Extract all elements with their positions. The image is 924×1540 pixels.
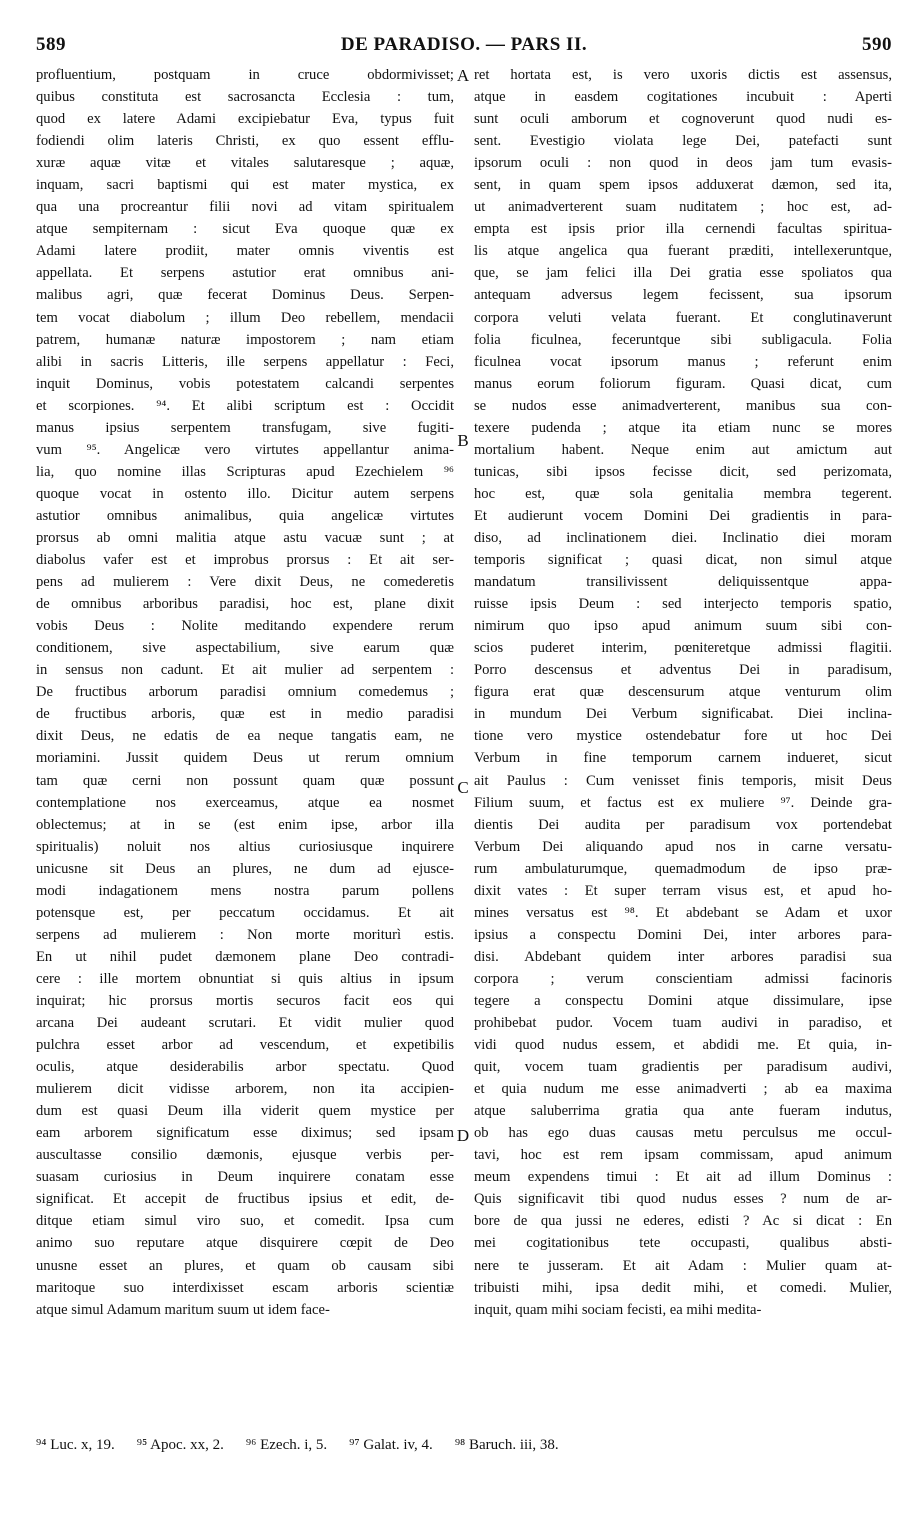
text-line: dixit Deus, ne edatis de ea neque tangatis eam, ne [36, 728, 454, 745]
text-line: spiritualis) noluit nos altius curiosiusque inquirere [36, 838, 454, 855]
text-line: moriamini. Jussit quidem Deus ut rerum omnium [36, 750, 454, 767]
text-line: ut animadverterent suam nuditatem ; hoc est, ad- [474, 199, 892, 216]
text-line: prohibebat pudor. Vocem tuam audivi in paradiso, et [474, 1015, 892, 1032]
text-line: diso, ad inclinationem diei. Inclinatio diei moram [474, 529, 892, 546]
text-line: Filium suum, et factus est ex muliere ⁹⁷. Deinde gra- [474, 794, 892, 811]
text-line: tione vero mystice ostendebatur fore ut hoc Dei [474, 728, 892, 745]
text-line: tavi, hoc est rem ipsam commissam, apud animum [474, 1147, 892, 1164]
text-line: in mundum Dei Verbum significabat. Diei inclina- [474, 706, 892, 723]
text-line: ruisse ipsis Deum : sed interjecto temporis spatio, [474, 596, 892, 613]
text-line: lia, quo nomine illas Scripturas apud Ezechielem ⁹⁶ [36, 463, 454, 480]
text-line: ipsius a conspectu Domini Dei, inter arbores para- [474, 926, 892, 943]
text-line: eam arborem significatum esse diximus; sed ipsam [36, 1125, 454, 1142]
text-line: meum expendens timui : Et ait ad illum Dominus : [474, 1169, 892, 1186]
text-line: et quia nudum me esse animadverti ; ab ea maxima [474, 1081, 892, 1098]
footnote: ⁹⁸ Baruch. iii, 38. [454, 1437, 559, 1453]
text-line: inquirat; hic prorsus mortis securos facit eos qui [36, 992, 454, 1009]
text-line: mulierem dicit vidisse arborem, non ita accipien- [36, 1081, 454, 1098]
footnote: ⁹⁵ Apoc. xx, 2. [136, 1437, 224, 1453]
text-line: dum est quasi Deum illa viderit quem mystice per [36, 1103, 454, 1120]
text-line: et scorpiones. ⁹⁴. Et alibi scriptum est : Occidit [36, 397, 454, 414]
text-line: maritoque suo interdixisset escam arboris scientiæ [36, 1279, 454, 1296]
text-line: atque sempiternam : sicut Eva quoque quæ ex [36, 221, 454, 238]
text-line: xuræ aquæ vitæ et vitales salutaresque ; aquæ, [36, 155, 454, 172]
text-line: se nudos esse animadverterent, manibus sua con- [474, 397, 892, 414]
footnote: ⁹⁷ Galat. iv, 4. [349, 1437, 433, 1453]
text-line: unusne esset an plures, et quam ob causam sibi [36, 1257, 454, 1274]
text-line: profluentium, postquam in cruce obdormivisset; [36, 67, 454, 83]
text-line: texere pudenda ; atque ita etiam nunc se mores [474, 419, 892, 436]
text-line: nere te jusseram. Et ait Adam : Mulier quam at- [474, 1257, 892, 1274]
text-line: De fructibus arborum paradisi omnium comedemus ; [36, 684, 454, 701]
text-line: mandatum transilivissent deliquissentque appa- [474, 574, 892, 591]
text-line: contemplatione nos exerceamus, atque ea nosmet [36, 794, 454, 811]
text-line: tem vocat diabolum ; illum Deo rebellem, mendacii [36, 309, 454, 326]
text-line: potensque est, per peccatum occidamus. Et ait [36, 904, 454, 921]
text-line: En ut nihil pudet dæmonem plane Deo contradi- [36, 948, 454, 965]
text-line: scios puderet interim, pœniteretque admissi flagitii. [474, 640, 892, 657]
text-line: cere : ille mortem obnuntiat si quis altius in ipsum [36, 970, 454, 987]
text-line: pulchra esset arbor ad vescendum, et expetibilis [36, 1037, 454, 1054]
text-line: disi. Abdebant quidem inter arbores paradisi sua [474, 948, 892, 965]
text-line: significat. Et accepit de fructibus ipsius et edit, de- [36, 1191, 454, 1208]
text-line: Verbum Dei aliquando apud nos in carne versatu- [474, 838, 892, 855]
text-line: folia ficulnea, feceruntque sibi subligacula. Folia [474, 331, 892, 348]
text-line: quod ex latere Adami excipiebatur Eva, typus fuit [36, 111, 454, 128]
text-line: manus ipsius serpentem transfugam, sive fugiti- [36, 419, 454, 436]
text-line: oculis, atque desiderabilis arbor spectatu. Quod [36, 1059, 454, 1076]
text-line: Porro descensus et adventus Dei in paradisum, [474, 662, 892, 679]
page-number-left: 589 [36, 34, 66, 55]
text-line: que, se jam felici illa Dei gratia esse spoliatos qua [474, 265, 892, 282]
footnote: ⁹⁶ Ezech. i, 5. [245, 1437, 328, 1453]
text-line: atque in easdem cogitationes incubuit : Aperti [474, 89, 892, 106]
text-line: ait Paulus : Cum venisset finis temporis, misit Deus [474, 772, 892, 789]
page-header [36, 34, 892, 60]
text-line: sent, in quam spem ipsos adduxerat dæmon, sed ita, [474, 177, 892, 194]
text-line: dientis Dei audita per paradisum vox portendebat [474, 816, 892, 833]
text-line: figura erat quæ descensurum atque venturum olim [474, 684, 892, 701]
text-line: rum ambulaturumque, quemadmodum de ipso præ- [474, 860, 892, 877]
text-line: tam quæ cerni non possunt quam quæ possunt [36, 772, 454, 789]
text-line: Et audierunt vocem Domini Dei gradientis in para- [474, 507, 892, 524]
text-line: de omnibus arboribus paradisi, hoc est, plane dixit [36, 596, 454, 613]
text-line: quit, vocem tuam gradientis per paradisum audivi, [474, 1059, 892, 1076]
running-title: DE PARADISO. — PARS II. [340, 34, 588, 55]
text-line: manus eorum foliorum figuram. Quasi dicat, cum [474, 375, 892, 392]
footnote: ⁹⁴ Luc. x, 19. [36, 1437, 115, 1453]
text-line: quoque vocat in ostento illo. Dicitur autem serpens [36, 485, 454, 502]
text-line: arcana Dei audeant scrutari. Et vidit mulier quod [36, 1015, 454, 1032]
text-line: tegere a conspectu Domini atque dissimulare, ipse [474, 992, 892, 1009]
text-line: qua una procreantur filii novi ad vitam spiritualem [36, 199, 454, 216]
text-line: Adami latere prodiit, mater omnis viventis est [36, 243, 454, 260]
right-column [474, 64, 892, 1321]
text-line: antequam adversus legem fecissent, sua ipsorum [474, 287, 892, 304]
text-line: atque simul Adamum maritum suum ut idem face- [36, 1301, 330, 1318]
text-line: corpora ; verum conscientiam admissi facinoris [474, 970, 892, 987]
text-line: vobis Deus : Nolite meditando expendere rerum [36, 618, 454, 635]
text-line: inquit Dominus, vobis potestatem calcandi serpentes [36, 375, 454, 392]
text-line: unicusne sit Deus an plures, ne dum ad ejusce- [36, 860, 454, 877]
text-line: fodiendi olim lateris Christi, ex quo essent efflu- [36, 133, 454, 150]
text-line: corpora veluti velata fuerant. Et conglutinaverunt [474, 309, 892, 326]
text-line: diabolus vafer est et improbus prorsus : Et ait ser- [36, 552, 454, 569]
text-line: temporis significat ; quasi dicat, non simul atque [474, 552, 892, 569]
text-line: astutior omnibus animalibus, quia angelicæ virtutes [36, 507, 454, 524]
text-line: de fructibus arboris, quæ est in medio paradisi [36, 706, 454, 723]
text-line: hoc est, quæ sola genitalia membra tegerent. [474, 485, 892, 502]
text-line: pens ad mulierem : Vere dixit Deus, ne comederetis [36, 574, 454, 591]
text-line: mortalium habent. Neque enim aut amictum aut [474, 441, 892, 458]
text-line: malibus agri, quæ fecerat Dominus Deus. Serpen- [36, 287, 454, 304]
margin-mark-b: B [457, 431, 469, 450]
text-line: mei cogitationibus tete occupasti, qualibus absti- [474, 1235, 892, 1252]
text-line: appellata. Et serpens astutior erat omnibus ani- [36, 265, 454, 282]
text-line: dixit vates : Et super terram visus est, et apud ho- [474, 882, 892, 899]
text-line: ipsorum oculi : non quod in deos jam tum evasis- [474, 155, 892, 172]
text-line: conditionem, sive aspectabilium, sive earum quæ [36, 640, 454, 657]
text-line: in sensus non cadunt. Et ait mulier ad serpentem : [36, 662, 454, 679]
text-line: modi indagationem mens nostra parum pollens [36, 882, 454, 899]
text-line: sunt oculi amborum et cognoverunt quod nudi es- [474, 111, 892, 128]
text-line: vum ⁹⁵. Angelicæ vero virtutes appellantur anima- [36, 441, 454, 458]
text-line: vidi quod nudus essem, et abdidi me. Et quia, in- [474, 1037, 892, 1054]
text-line: inquam, sacri baptismi qui est mater mystica, ex [36, 177, 454, 194]
text-line: tribuisti mihi, ipsa dedit mihi, et comedi. Mulier, [474, 1279, 892, 1296]
text-line: atque saluberrima gratia qua ante fueram indutus, [474, 1103, 892, 1120]
text-line: sent. Evestigio violata lege Dei, patefacti sunt [474, 133, 892, 150]
text-line: inquit, quam mihi sociam fecisti, ea mihi medita- [474, 1301, 762, 1318]
text-line: suasam curiosius in Deum inquirere conatam esse [36, 1169, 454, 1186]
margin-mark-a: A [456, 66, 470, 85]
footnotes [36, 1435, 892, 1455]
text-line: Quis significavit tibi quod nudus esses ? num de ar- [474, 1191, 892, 1208]
text-line: patrem, humanæ naturæ impostorem ; nam etiam [36, 331, 454, 348]
text-line: Verbum in fine temporum carnem indueret, sicut [474, 750, 892, 767]
margin-mark-d: D [456, 1126, 470, 1145]
text-line: quibus constituta est sacrosancta Ecclesia : tum, [36, 89, 454, 106]
text-line: ficulnea vocat ipsorum manus ; referunt enim [474, 353, 892, 370]
text-line: alibi in sacris Litteris, ille serpens appellatur : Feci, [36, 353, 454, 370]
text-line: nimirum quo ipso apud animum suum sibi con- [474, 618, 892, 635]
text-line: prorsus ab omni malitia atque astu vacuæ sunt ; at [36, 529, 454, 546]
text-line: ret hortata est, is vero uxoris dictis est assensus, [474, 67, 892, 83]
text-line: auscultasse consilio dæmonis, ejusque verbis per- [36, 1147, 454, 1164]
text-line: oblectemus; at in se (est enim ipse, arbor illa [36, 816, 454, 833]
text-line: ditque etiam simul viro suo, et comedit. Ipsa cum [36, 1213, 454, 1230]
margin-mark-c: C [457, 778, 469, 797]
text-line: ob has ego duas causas metu perculsus me occul- [474, 1125, 892, 1142]
text-line: animo suo reputare atque disquirere cœpit de Deo [36, 1235, 454, 1252]
text-line: serpens ad mulierem : Non morte moriturì estis. [36, 926, 454, 943]
page-number-right: 590 [862, 34, 892, 55]
text-line: empta est ipsis prior illa cernendi facultas spiritua- [474, 221, 892, 238]
text-line: mines versatus est ⁹⁸. Et abdebant se Adam et uxor [474, 904, 892, 921]
text-line: tunicas, sibi ipsos fecisse dicit, sed perizomata, [474, 463, 892, 480]
left-column [36, 64, 454, 1321]
text-line: bore de qua jussi ne ederes, edisti ? Ac si dicat : En [474, 1213, 892, 1230]
text-line: lis atque angelica qua fuerant præditi, intellexeruntque, [474, 243, 892, 260]
